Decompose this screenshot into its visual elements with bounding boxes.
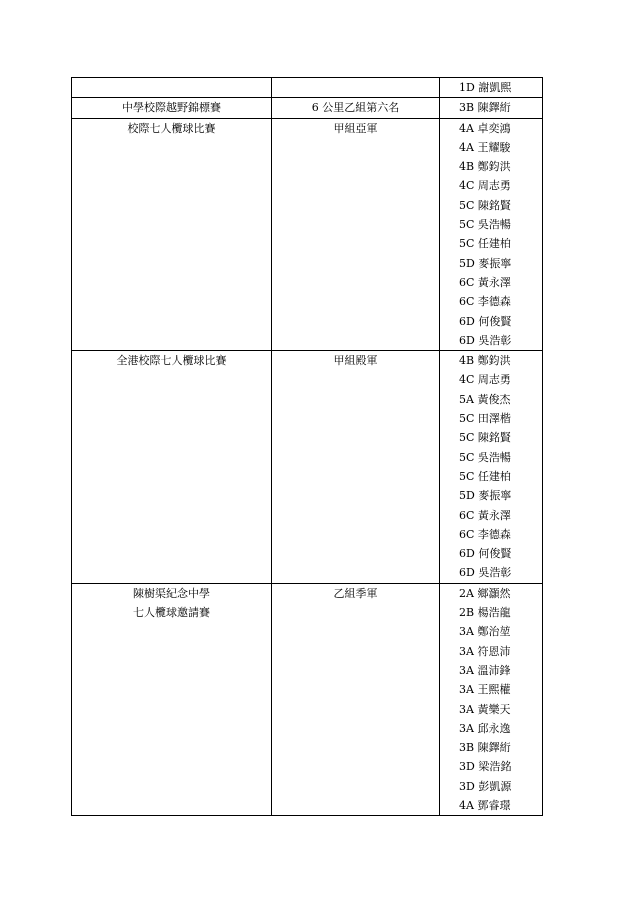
result-cell — [272, 583, 440, 816]
member-entry: 3A 黃樂天 — [459, 702, 511, 716]
table-row — [72, 78, 543, 98]
member-entry: 3A 溫沛鋒 — [459, 663, 511, 677]
member-entry: 6D 吳浩彰 — [459, 333, 512, 347]
member-entry: 1D 謝凱熙 — [459, 81, 512, 94]
member-entry: 6C 黃永澤 — [459, 508, 511, 522]
table-row — [72, 583, 543, 816]
member-entry: 5C 陳銘賢 — [459, 198, 511, 212]
member-entry: 5D 麥振寧 — [459, 256, 512, 270]
member-entry: 5C 任建柏 — [459, 237, 511, 251]
member-entry: 3D 彭凱源 — [459, 779, 512, 793]
member-entry: 3A 邱永逸 — [459, 721, 511, 735]
member-entry: 5D 麥振寧 — [459, 489, 512, 503]
member-entry: 4C 周志勇 — [459, 373, 511, 387]
event-name-line: 全港校際七人欖球比賽 — [116, 354, 227, 368]
event-name-line: 七人欖球邀請賽 — [133, 606, 210, 620]
event-cell — [72, 98, 272, 118]
member-entry: 3A 王熙權 — [459, 683, 511, 697]
members-cell — [440, 118, 543, 351]
event-name-line: 陳樹渠紀念中學 — [133, 586, 210, 600]
awards-table-body — [72, 78, 543, 816]
table-row — [72, 351, 543, 584]
result-text: 甲組殿軍 — [333, 354, 378, 368]
member-entry: 3D 梁浩銘 — [459, 760, 512, 774]
member-entry: 6C 李德森 — [459, 295, 511, 309]
member-entry: 4A 卓奕鴻 — [459, 121, 511, 135]
awards-table — [71, 77, 543, 816]
event-name-line: 校際七人欖球比賽 — [127, 121, 216, 135]
result-cell — [272, 98, 440, 118]
member-entry: 6D 何俊賢 — [459, 314, 512, 328]
member-entry: 5C 吳浩暢 — [459, 218, 511, 232]
member-entry: 5C 陳銘賢 — [459, 431, 511, 445]
member-entry: 3A 鄭治堃 — [459, 625, 511, 639]
event-cell — [72, 351, 272, 584]
members-cell — [440, 583, 543, 816]
member-entry: 2B 楊浩龍 — [459, 606, 511, 620]
member-entry: 3B 陳鐸絎 — [459, 101, 511, 115]
member-entry: 6C 李德森 — [459, 527, 511, 541]
result-text: 甲組亞軍 — [333, 121, 378, 135]
result-cell — [272, 78, 440, 98]
table-row — [72, 98, 543, 118]
members-cell — [440, 78, 543, 98]
member-entry: 6D 何俊賢 — [459, 547, 512, 561]
member-entry: 6C 黃永澤 — [459, 275, 511, 289]
result-text: 6 公里乙組第六名 — [311, 101, 400, 115]
member-entry: 4B 鄭鈞洪 — [459, 160, 511, 174]
member-entry: 5C 田澤楷 — [459, 412, 511, 426]
event-name-line: 中學校際越野錦標賽 — [122, 101, 221, 115]
member-entry: 5C 吳浩暢 — [459, 450, 511, 464]
event-cell — [72, 118, 272, 351]
result-cell — [272, 351, 440, 584]
member-entry: 5A 黃俊杰 — [459, 392, 511, 406]
member-entry: 3B 陳鐸絎 — [459, 741, 511, 755]
members-cell — [440, 351, 543, 584]
member-entry: 6D 吳浩彰 — [459, 566, 512, 580]
table-row — [72, 118, 543, 351]
event-cell — [72, 583, 272, 816]
member-entry: 3A 符恩沛 — [459, 644, 511, 658]
member-entry: 4B 鄭鈞洪 — [459, 354, 511, 368]
member-entry: 4A 王耀駿 — [459, 140, 511, 154]
members-cell — [440, 98, 543, 118]
member-entry: 2A 鄉灝然 — [459, 586, 511, 600]
result-text: 乙組季軍 — [333, 586, 378, 600]
event-cell — [72, 78, 272, 98]
member-entry: 5C 任建柏 — [459, 469, 511, 483]
result-text — [272, 78, 439, 97]
member-entry: 4C 周志勇 — [459, 179, 511, 193]
result-cell — [272, 118, 440, 351]
member-entry: 4A 鄧睿璟 — [459, 798, 511, 812]
